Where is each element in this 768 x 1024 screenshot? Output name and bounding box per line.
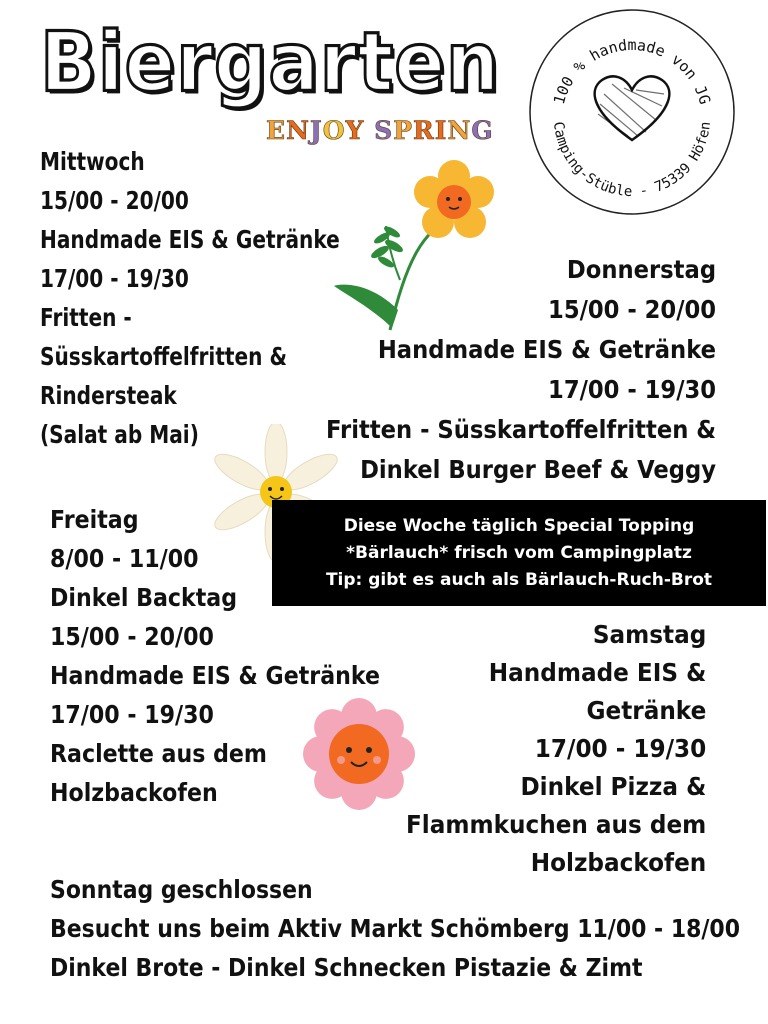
subtitle-letter: P	[393, 116, 413, 145]
mittwoch-line: Handmade EIS & Getränke	[40, 225, 340, 254]
mittwoch-line: 15/00 - 20/00	[40, 186, 189, 215]
banner-line: *Bärlauch* frisch vom Campingplatz	[346, 542, 692, 563]
subtitle-letter: G	[471, 116, 494, 145]
samstag-line: 17/00 - 19/30	[534, 734, 706, 763]
subtitle-letter: Y	[345, 116, 365, 145]
samstag-line: Flammkuchen aus dem	[405, 810, 706, 839]
subtitle-letter: R	[413, 116, 435, 145]
subtitle-letter: N	[286, 116, 310, 145]
sonntag-line: Dinkel Brote - Dinkel Schnecken Pistazie & Zimt	[50, 953, 643, 982]
section-samstag	[382, 616, 706, 882]
mittwoch-line: Rindersteak	[40, 381, 177, 410]
samstag-line: Samstag	[592, 620, 706, 649]
freitag-line: Handmade EIS & Getränke	[50, 661, 381, 690]
stamp-bottom-text: Camping-Stüble - 75339 Höfen	[550, 120, 714, 201]
donnerstag-line: Handmade EIS & Getränke	[377, 335, 716, 364]
subtitle-letter: O	[322, 116, 346, 145]
samstag-line: Handmade EIS &	[488, 658, 706, 687]
section-freitag	[50, 500, 423, 812]
freitag-line: 15/00 - 20/00	[50, 622, 214, 651]
freitag-line: Holzbackofen	[50, 778, 218, 807]
donnerstag-line: Donnerstag	[566, 255, 716, 284]
samstag-line: Holzbackofen	[530, 848, 706, 877]
subtitle-letter: N	[447, 116, 472, 145]
donnerstag-line: 15/00 - 20/00	[548, 295, 716, 324]
banner-line: Tip: gibt es auch als Bärlauch-Ruch-Brot	[325, 569, 713, 590]
subtitle-letter: I	[434, 116, 448, 145]
mittwoch-line: 17/00 - 19/30	[40, 264, 189, 293]
freitag-line: 17/00 - 19/30	[50, 700, 214, 729]
stamp-top-text: 100 % handmade von JG	[549, 36, 715, 107]
subtitle-letter: S	[374, 116, 394, 145]
donnerstag-line: Dinkel Burger Beef & Veggy	[360, 455, 716, 484]
section-sonntag	[50, 870, 768, 987]
subtitle-enjoy-spring	[266, 118, 494, 143]
stamp-logo	[528, 8, 736, 216]
mittwoch-line: Fritten -	[40, 303, 132, 332]
freitag-line: 8/00 - 11/00	[50, 544, 199, 573]
sonntag-line: Sonntag geschlossen	[50, 875, 313, 904]
sonntag-line: Besucht uns beim Aktiv Markt Schömberg 11/00 - 18/00	[50, 914, 741, 943]
mittwoch-line: Süsskartoffelfritten &	[40, 342, 288, 371]
subtitle-letter: E	[266, 116, 287, 145]
section-donnerstag	[286, 250, 716, 490]
freitag-line: Dinkel Backtag	[50, 583, 238, 612]
banner-line: Diese Woche täglich Special Topping	[343, 515, 695, 536]
subtitle-letter: J	[309, 116, 323, 145]
freitag-line: Raclette aus dem	[50, 739, 267, 768]
samstag-line: Dinkel Pizza &	[520, 772, 706, 801]
mittwoch-line: (Salat ab Mai)	[40, 420, 199, 449]
donnerstag-line: Fritten - Süsskartoffelfritten &	[325, 415, 716, 444]
freitag-line: Freitag	[50, 505, 139, 534]
subtitle-letter	[364, 116, 374, 145]
donnerstag-line: 17/00 - 19/30	[548, 375, 716, 404]
page-title: Biergarten	[40, 15, 501, 111]
mittwoch-line: Mittwoch	[40, 147, 145, 176]
samstag-line: Getränke	[586, 696, 706, 725]
